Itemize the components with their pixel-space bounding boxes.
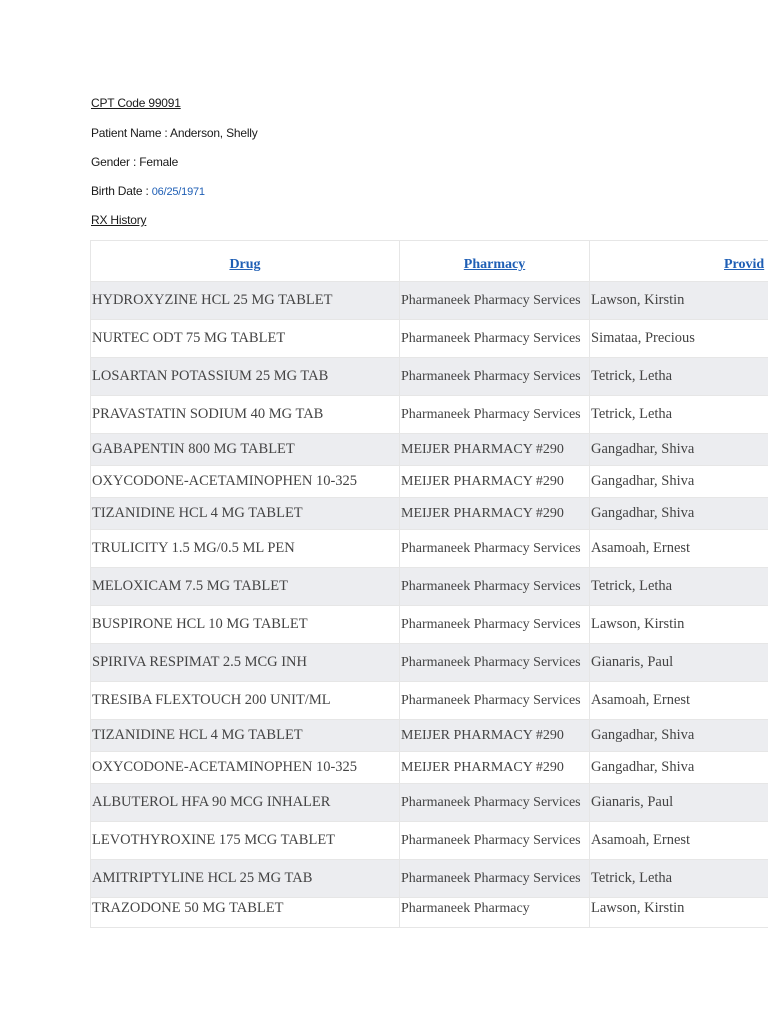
drug-cell: TIZANIDINE HCL 4 MG TABLET — [91, 720, 400, 752]
pharmacy-column-header[interactable]: Pharmacy — [400, 241, 590, 282]
drug-cell: BUSPIRONE HCL 10 MG TABLET — [91, 606, 400, 644]
provider-cell: Tetrick, Letha — [590, 860, 768, 898]
table-row — [91, 606, 768, 644]
table-row — [91, 498, 768, 530]
cpt-code: CPT Code 99091 — [91, 96, 181, 110]
table-row — [91, 320, 768, 358]
pharmacy-cell: Pharmaneek Pharmacy Services — [400, 396, 590, 434]
rx-history-heading: RX History — [91, 213, 147, 227]
provider-cell: Lawson, Kirstin — [590, 898, 768, 928]
drug-cell: PRAVASTATIN SODIUM 40 MG TAB — [91, 396, 400, 434]
rx-history-table — [90, 240, 768, 928]
provider-cell: Gangadhar, Shiva — [590, 752, 768, 784]
provider-cell: Lawson, Kirstin — [590, 606, 768, 644]
pharmacy-cell: Pharmaneek Pharmacy Services — [400, 568, 590, 606]
drug-cell: OXYCODONE-ACETAMINOPHEN 10-325 — [91, 752, 400, 784]
provider-column-header[interactable]: Provid — [590, 241, 768, 282]
drug-cell: LEVOTHYROXINE 175 MCG TABLET — [91, 822, 400, 860]
birth-date-label: Birth Date : — [91, 184, 152, 198]
drug-column-header[interactable]: Drug — [91, 241, 400, 282]
pharmacy-cell: MEIJER PHARMACY #290 — [400, 434, 590, 466]
table-row — [91, 682, 768, 720]
pharmacy-cell: Pharmaneek Pharmacy Services — [400, 530, 590, 568]
gender: Gender : Female — [91, 155, 179, 169]
pharmacy-cell: Pharmaneek Pharmacy Services — [400, 822, 590, 860]
drug-cell: MELOXICAM 7.5 MG TABLET — [91, 568, 400, 606]
provider-cell: Gianaris, Paul — [590, 644, 768, 682]
provider-cell: Gangadhar, Shiva — [590, 434, 768, 466]
pharmacy-cell: Pharmaneek Pharmacy Services — [400, 784, 590, 822]
pharmacy-cell: Pharmaneek Pharmacy Services — [400, 644, 590, 682]
provider-cell: Simataa, Precious — [590, 320, 768, 358]
drug-cell: TRAZODONE 50 MG TABLET — [91, 898, 400, 928]
provider-cell: Asamoah, Ernest — [590, 822, 768, 860]
table-bottom-border — [90, 927, 768, 928]
table-row — [91, 466, 768, 498]
drug-cell: NURTEC ODT 75 MG TABLET — [91, 320, 400, 358]
provider-cell: Tetrick, Letha — [590, 358, 768, 396]
table-row — [91, 860, 768, 898]
drug-cell: GABAPENTIN 800 MG TABLET — [91, 434, 400, 466]
drug-cell: LOSARTAN POTASSIUM 25 MG TAB — [91, 358, 400, 396]
table-row — [91, 784, 768, 822]
table-row — [91, 644, 768, 682]
patient-name: Patient Name : Anderson, Shelly — [91, 126, 258, 140]
pharmacy-cell: MEIJER PHARMACY #290 — [400, 720, 590, 752]
table-row — [91, 752, 768, 784]
provider-cell: Gangadhar, Shiva — [590, 466, 768, 498]
provider-cell: Asamoah, Ernest — [590, 682, 768, 720]
pharmacy-cell: Pharmaneek Pharmacy — [400, 898, 590, 928]
provider-cell: Tetrick, Letha — [590, 568, 768, 606]
table-row — [91, 282, 768, 320]
table-row — [91, 530, 768, 568]
drug-cell: TIZANIDINE HCL 4 MG TABLET — [91, 498, 400, 530]
table-row — [91, 898, 768, 928]
drug-cell: AMITRIPTYLINE HCL 25 MG TAB — [91, 860, 400, 898]
provider-cell: Lawson, Kirstin — [590, 282, 768, 320]
provider-cell: Tetrick, Letha — [590, 396, 768, 434]
drug-cell: TRESIBA FLEXTOUCH 200 UNIT/ML — [91, 682, 400, 720]
table-row — [91, 568, 768, 606]
provider-cell: Gangadhar, Shiva — [590, 498, 768, 530]
birth-date — [91, 183, 205, 200]
rx-history-table-wrap — [90, 240, 768, 928]
table-row — [91, 396, 768, 434]
table-row — [91, 434, 768, 466]
pharmacy-cell: Pharmaneek Pharmacy Services — [400, 358, 590, 396]
pharmacy-cell: Pharmaneek Pharmacy Services — [400, 860, 590, 898]
drug-cell: OXYCODONE-ACETAMINOPHEN 10-325 — [91, 466, 400, 498]
pharmacy-cell: Pharmaneek Pharmacy Services — [400, 606, 590, 644]
pharmacy-cell: Pharmaneek Pharmacy Services — [400, 682, 590, 720]
birth-date-link[interactable]: 06/25/1971 — [151, 186, 205, 198]
pharmacy-cell: Pharmaneek Pharmacy Services — [400, 282, 590, 320]
provider-cell: Gangadhar, Shiva — [590, 720, 768, 752]
drug-cell: ALBUTEROL HFA 90 MCG INHALER — [91, 784, 400, 822]
drug-cell: TRULICITY 1.5 MG/0.5 ML PEN — [91, 530, 400, 568]
table-row — [91, 358, 768, 396]
pharmacy-cell: Pharmaneek Pharmacy Services — [400, 320, 590, 358]
provider-cell: Asamoah, Ernest — [590, 530, 768, 568]
drug-cell: SPIRIVA RESPIMAT 2.5 MCG INH — [91, 644, 400, 682]
rx-history-table-body — [91, 282, 768, 928]
table-row — [91, 720, 768, 752]
pharmacy-cell: MEIJER PHARMACY #290 — [400, 752, 590, 784]
table-row — [91, 822, 768, 860]
table-header-row — [91, 241, 768, 282]
drug-cell: HYDROXYZINE HCL 25 MG TABLET — [91, 282, 400, 320]
pharmacy-cell: MEIJER PHARMACY #290 — [400, 466, 590, 498]
pharmacy-cell: MEIJER PHARMACY #290 — [400, 498, 590, 530]
provider-cell: Gianaris, Paul — [590, 784, 768, 822]
